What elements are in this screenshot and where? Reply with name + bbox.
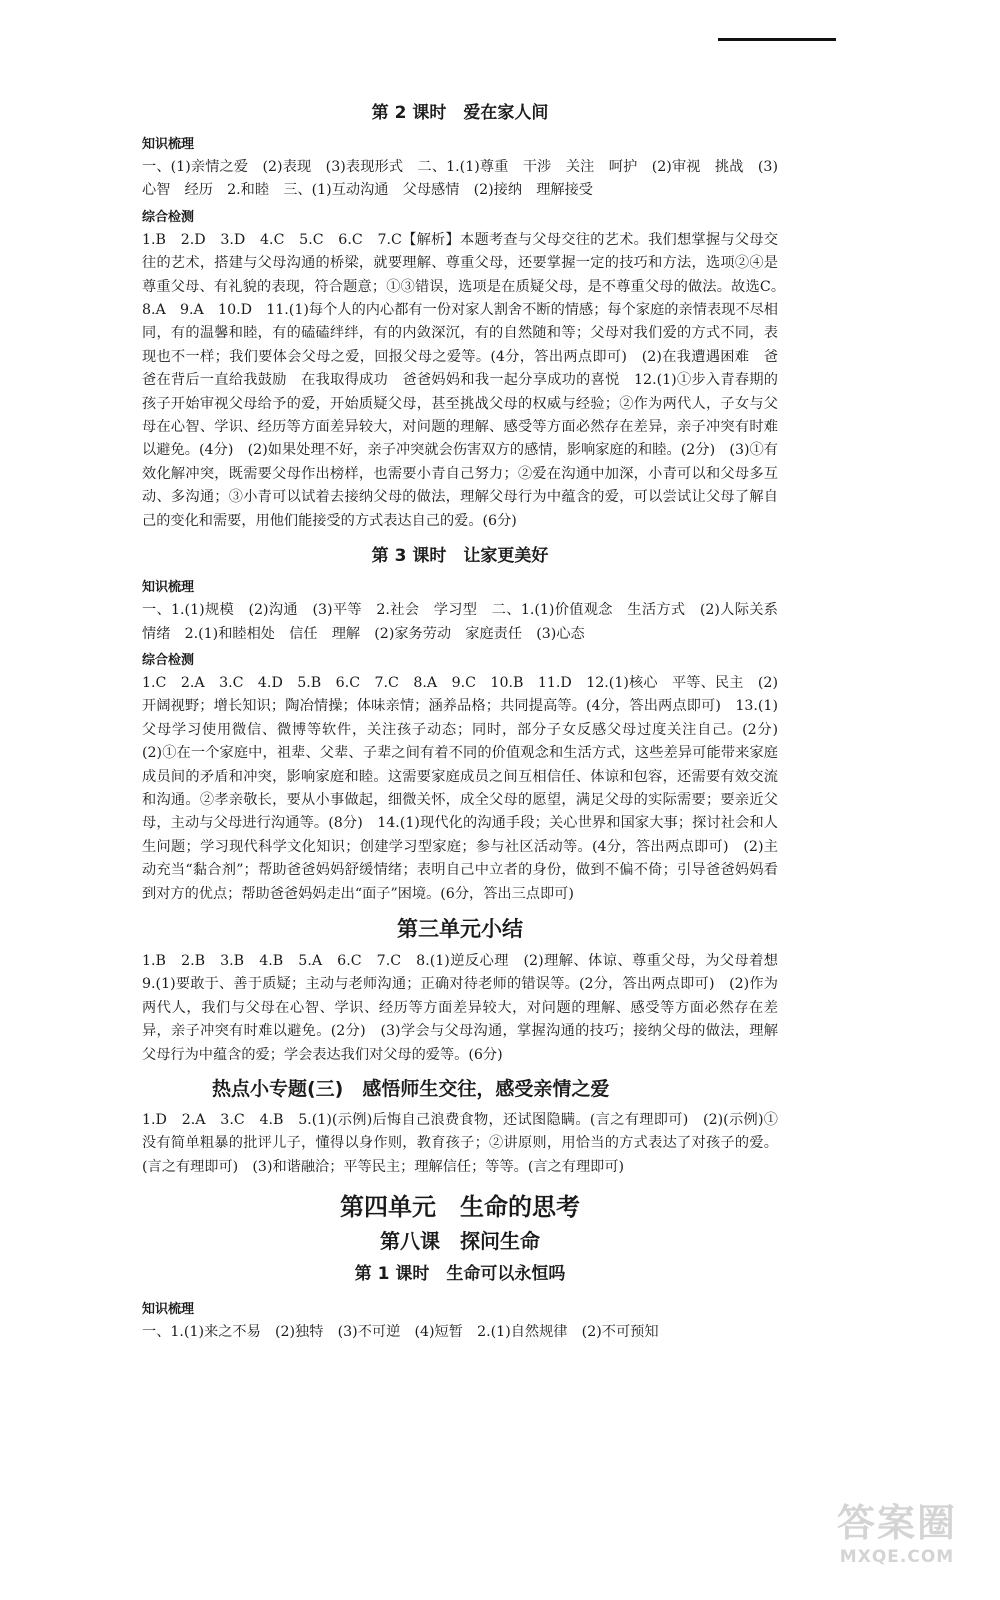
hot-topic-answers: 1.D 2.A 3.C 4.B 5.(1)(示例)后悔自己浪费食物，还试图隐瞒。(言之有理即可) (2)(示例)①没有简单粗暴的批评儿子，懂得以身作则，教育孩子；②讲原则，用恰当的方式表达了对孩子的爱。(言之有理即可) (3)和谐融洽；平等民主；理解信任；等等。(言之有理即可)	[142, 1112, 778, 1175]
course-title: 第八课 探问生命	[380, 1229, 540, 1254]
test-answers: 1.C 2.A 3.C 4.D 5.B 6.C 7.C 8.A 9.C 10.B 11.D 12.(1)核心 平等、民主 (2)开阔视野；增长知识；陶冶情操；体味亲情；涵养品格；共同提高等。(4分，答出两点即可) 13.(1)父母学习使用微信、微博等软件，关注孩子动态；同时，部分子女反感父母过度关注自己。(2分) (2)①在一个家庭中，祖辈、父辈、子辈之间有着不同的价值观念和生活方式，这些差异可能带来家庭成员间的矛盾和冲突，影响家庭和睦。这需要家庭成员之间互相信任、体谅和包容，还需要有效交流和沟通。②孝亲敬长，要从小事做起，细微关怀，成全父母的愿望，满足父母的实际需要；要亲近父母，主动与父母进行沟通等。(8分) 14.(1)现代化的沟通手段；关心世界和国家大事；探讨社会和人生问题；学习现代科学文化知识；创建学习型家庭；参与社区活动等。(4分，答出两点即可) (2)主动充当“黏合剂”；帮助爸爸妈妈舒缓情绪；表明自己中立者的身份，做到不偏不倚；引导爸爸妈妈看到对方的优点；帮助爸爸妈妈走出“面子”困境。(6分，答出三点即可)	[142, 674, 793, 902]
test-heading: 综合检测	[142, 652, 195, 668]
watermark-text: 答案圈	[836, 1501, 957, 1545]
watermark-url: MXQE.COM	[839, 1547, 955, 1567]
unit-title: 第四单元 生命的思考	[340, 1193, 580, 1222]
test-answers: 1.B 2.D 3.D 4.C 5.C 6.C 7.C【解析】本题考查与父母交往的艺术。我们想掌握与父母交往的艺术，搭建与父母沟通的桥梁，就要理解、尊重父母，还要掌握一定的技巧和方法，选项②④是尊重父母、有礼貌的表现，符合题意；①③错误，选项是在质疑父母，是不尊重父母的做法。故选C。 8.A 9.A 10.D 11.(1)每个人的内心都有一份对家人割舍不断的情感；每个家庭的亲情表现不尽相同，有的温馨和睦，有的磕磕绊绊，有的内敛深沉，有的自然随和等；父母对我们爱的方式不同，表现也不一样；我们要体会父母之爱，回报父母之爱等。(4分，答出两点即可) (2)在我遭遇困难 爸爸在背后一直给我鼓励 在我取得成功 爸爸妈妈和我一起分享成功的喜悦 12.(1)①步入青春期的孩子开始审视父母给予的爱，开始质疑父母，甚至挑战父母的权威与经验；②作为两代人，子女与父母在心智、学识、经历等方面差异较大，对问题的理解、感受等方面必然存在差异，亲子冲突有时难以避免。(4分) (2)如果处理不好，亲子冲突就会伤害双方的感情，影响家庭的和睦。(2分) (3)①有效化解冲突，既需要父母作出榜样，也需要小青自己努力；②爱在沟通中加深，小青可以和父母多互动、多沟通；③小青可以试着去接纳父母的做法，理解父母行为中蕴含的爱，可以尝试让父母了解自己的变化和需要，用他们能接受的方式表达自己的爱。(6分)	[142, 231, 793, 529]
watermark-logo	[822, 1500, 972, 1568]
unit-summary-answers: 1.B 2.B 3.B 4.B 5.A 6.C 7.C 8.(1)逆反心理 (2)理解、体谅、尊重父母，为父母着想 9.(1)要敢于、善于质疑；主动与老师沟通；正确对待老师的错误等。(2分，答出两点即可) (2)作为两代人，我们与父母在心智、学识、经历等方面差异较大，对问题的理解、感受等方面必然存在差异，亲子冲突有时难以避免。(2分) (3)学会与父母沟通，掌握沟通的技巧；接纳父母的做法，理解父母行为中蕴含的爱；学会表达我们对父母的爱等。(6分)	[142, 952, 793, 1063]
unit-summary-title: 第三单元小结	[397, 916, 523, 941]
section-title-lesson2: 第 2 课时 爱在家人间	[371, 103, 549, 123]
hot-topic-title: 热点小专题(三) 感悟师生交往，感受亲情之爱	[212, 1078, 610, 1100]
top-rule	[718, 38, 836, 41]
knowledge-text: 一、(1)亲情之爱 (2)表现 (3)表现形式 二、1.(1)尊重 干涉 关注 呵护 (2)审视 挑战 (3)心智 经历 2.和睦 三、(1)互动沟通 父母感情 (2)接纳 理解接受	[142, 159, 778, 199]
test-heading: 综合检测	[142, 209, 195, 225]
knowledge-text: 一、1.(1)规模 (2)沟通 (3)平等 2.社会 学习型 二、1.(1)价值观念 生活方式 (2)人际关系 情绪 2.(1)和睦相处 信任 理解 (2)家务劳动 家庭责任 (3)心态	[142, 602, 793, 642]
knowledge-text: 一、1.(1)来之不易 (2)独特 (3)不可逆 (4)短暂 2.(1)自然规律 (2)不可预知	[142, 1324, 659, 1341]
lesson-title: 第 1 课时 生命可以永恒吗	[354, 1264, 566, 1285]
knowledge-heading: 知识梳理	[142, 137, 195, 152]
knowledge-heading: 知识梳理	[142, 580, 195, 596]
knowledge-heading: 知识梳理	[142, 1302, 195, 1318]
answer-page	[142, 96, 793, 1345]
section-title-lesson3: 第 3 课时 让家更美好	[371, 546, 549, 567]
